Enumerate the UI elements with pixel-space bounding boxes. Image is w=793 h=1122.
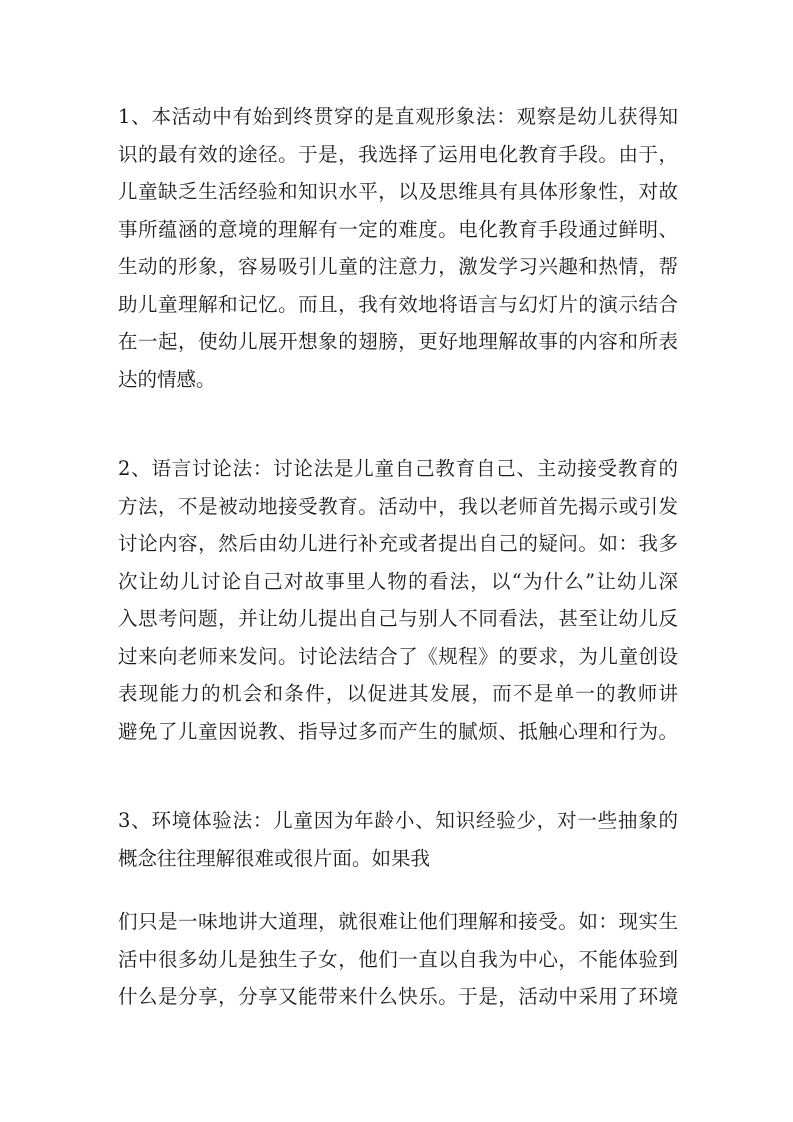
text-line: 2、语言讨论法：讨论法是儿童自己教育自己、主动接受教育的 xyxy=(118,457,678,480)
text-line: 助儿童理解和记忆。而且，我有效地将语言与幻灯片的演示结合 xyxy=(118,292,678,316)
text-line: 3、环境体验法：儿童因为年龄小、知识经验少，对一些抽象的 xyxy=(118,809,678,832)
text-line: 方法，不是被动地接受教育。活动中，我以老师首先揭示或引发 xyxy=(118,494,678,518)
text-line: 识的最有效的途径。于是，我选择了运用电化教育手段。由于， xyxy=(118,142,678,166)
text-line: 活中很多幼儿是独生子女，他们一直以自我为中心，不能体验到 xyxy=(118,947,678,971)
text-line: 儿童缺乏生活经验和知识水平，以及思维具有具体形象性，对故 xyxy=(118,180,678,203)
text-line: 1、本活动中有始到终贯穿的是直观形象法：观察是幼儿获得知 xyxy=(118,105,678,128)
text-line: 什么是分享，分享又能带来什么快乐。于是，活动中采用了环境 xyxy=(118,985,678,1008)
text-line: 达的情感。 xyxy=(118,367,216,391)
text-line: 表现能力的机会和条件，以促进其发展，而不是单一的教师讲 xyxy=(118,682,678,705)
paragraph-2 xyxy=(118,450,678,750)
text-line: 入思考问题，并让幼儿提出自己与别人不同看法，甚至让幼儿反 xyxy=(118,607,678,630)
text-line: 过来向老师来发问。讨论法结合了《规程》的要求，为儿童创设 xyxy=(118,644,678,668)
text-line: 次让幼儿讨论自己对故事里人物的看法，以“为什么”让幼儿深 xyxy=(118,569,678,593)
text-line: 事所蕴涵的意境的理解有一定的难度。电化教育手段通过鲜明、 xyxy=(118,217,678,241)
paragraph-4 xyxy=(118,903,678,1016)
text-line: 在一起，使幼儿展开想象的翅膀，更好地理解故事的内容和所表 xyxy=(118,330,678,353)
text-line: 避免了儿童因说教、指导过多而产生的腻烦、抵触心理和行为。 xyxy=(118,719,678,743)
text-line: 概念往往理解很难或很片面。如果我 xyxy=(118,846,431,870)
paragraph-3 xyxy=(118,802,678,877)
text-line: 讨论内容，然后由幼儿进行补充或者提出自己的疑问。如：我多 xyxy=(118,532,678,555)
text-line: 们只是一味地讲大道理，就很难让他们理解和接受。如：现实生 xyxy=(118,910,678,933)
text-line: 生动的形象，容易吸引儿童的注意力，激发学习兴趣和热情，帮 xyxy=(118,255,678,278)
paragraph-1 xyxy=(118,98,678,398)
